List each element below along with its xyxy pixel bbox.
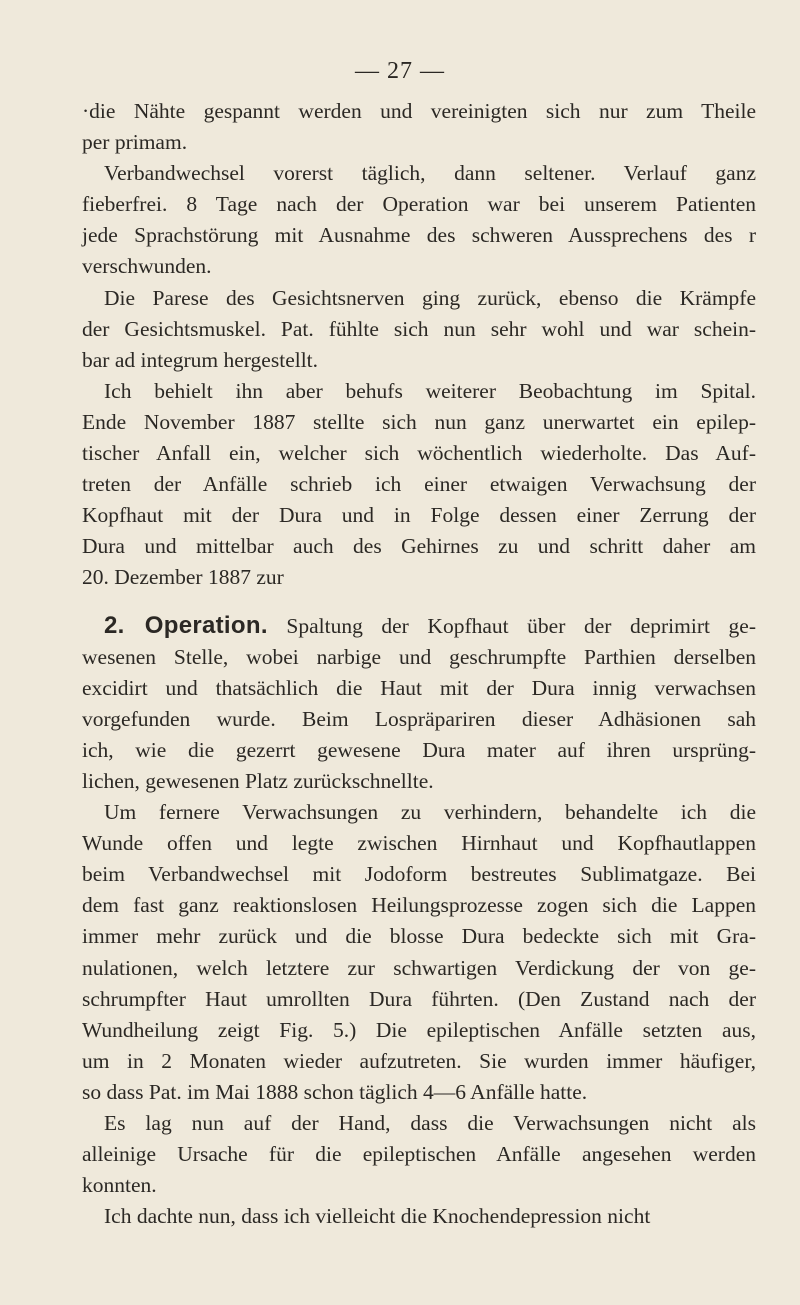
section-heading: 2. Operation. xyxy=(104,611,268,639)
paragraph xyxy=(82,376,756,594)
body-text xyxy=(82,96,756,1232)
text-line: verschwunden. xyxy=(82,254,212,279)
text-line: 20. Dezember 1887 zur xyxy=(82,565,284,590)
paragraph xyxy=(82,158,756,282)
section-first-line xyxy=(82,610,756,642)
text-line: so dass Pat. im Mai 1888 schon täglich 4—6 Anfälle hatte. xyxy=(82,1079,588,1104)
text-line: Es lag nun auf der Hand, dass die Verwachsungen nicht als xyxy=(104,1111,756,1135)
paragraph xyxy=(82,797,756,1108)
text-line: schrumpfter Haut umrollten Dura führten. (Den Zustand nach der xyxy=(82,986,756,1011)
text-line: immer mehr zurück und die blosse Dura bedeckte sich mit Gra- xyxy=(82,924,756,949)
text-line: bar ad integrum hergestellt. xyxy=(82,347,319,372)
text-line: nulationen, welch letztere zur schwartigen Verdickung der von ge- xyxy=(82,955,756,980)
page-number: — 27 — xyxy=(355,58,445,84)
text-line: der Gesichtsmuskel. Pat. fühlte sich nun sehr wohl und war schein- xyxy=(82,316,756,341)
paragraph xyxy=(82,96,756,158)
text-line: Ich behielt ihn aber behufs weiterer Beobachtung im Spital. xyxy=(104,378,756,403)
text-line: um in 2 Monaten wieder aufzutreten. Sie wurden immer häufiger, xyxy=(82,1048,756,1073)
text-line: Um fernere Verwachsungen zu verhindern, behandelte ich die xyxy=(104,800,756,825)
text-line: konnten. xyxy=(82,1173,157,1198)
text-line: beim Verbandwechsel mit Jodoform bestreutes Sublimatgaze. Bei xyxy=(82,862,756,887)
text-line: jede Sprachstörung mit Ausnahme des schweren Aussprechens des r xyxy=(82,223,756,248)
text-line: fieberfrei. 8 Tage nach der Operation war bei unserem Patienten xyxy=(82,192,756,217)
section-first-line-text: Spaltung der Kopfhaut über der deprimirt ge- xyxy=(286,613,756,638)
paragraph xyxy=(82,1201,756,1232)
text-line: ich, wie die gezerrt gewesene Dura mater auf ihren ursprüng- xyxy=(82,737,756,762)
text-line: per primam. xyxy=(82,130,188,155)
text-line: excidirt und thatsächlich die Haut mit der Dura innig verwachsen xyxy=(82,675,756,700)
text-line: alleinige Ursache für die epileptischen Anfälle angesehen werden xyxy=(82,1142,756,1167)
section-paragraph xyxy=(82,610,756,798)
paragraph xyxy=(82,283,756,376)
text-line: vorgefunden wurde. Beim Lospräpariren dieser Adhäsionen sah xyxy=(82,706,756,731)
text-line: ·die Nähte gespannt werden und vereinigten sich nur zum Theile xyxy=(82,99,756,123)
text-line: lichen, gewesenen Platz zurückschnellte. xyxy=(82,768,434,793)
text-line: wesenen Stelle, wobei narbige und geschrumpfte Parthien derselben xyxy=(82,644,756,669)
text-line: Dura und mittelbar auch des Gehirnes zu und schritt daher am xyxy=(82,534,756,559)
text-line: dem fast ganz reaktionslosen Heilungsprozesse zogen sich die Lappen xyxy=(82,893,756,918)
spacer xyxy=(82,594,756,610)
text-line: Die Parese des Gesichtsnerven ging zurück, ebenso die Krämpfe xyxy=(104,285,756,310)
text-line: Ich dachte nun, dass ich vielleicht die Knochendepression nicht xyxy=(104,1204,651,1229)
text-line: Kopfhaut mit der Dura und in Folge dessen einer Zerrung der xyxy=(82,503,756,528)
paragraph xyxy=(82,1108,756,1201)
text-line: Verbandwechsel vorerst täglich, dann seltener. Verlauf ganz xyxy=(104,161,756,186)
text-line: Ende November 1887 stellte sich nun ganz unerwartet ein epilep- xyxy=(82,409,756,434)
text-line: tischer Anfall ein, welcher sich wöchentlich wiederholte. Das Auf- xyxy=(82,441,756,466)
text-line: Wundheilung zeigt Fig. 5.) Die epileptischen Anfälle setzten aus, xyxy=(82,1017,756,1042)
text-line: Wunde offen und legte zwischen Hirnhaut und Kopfhautlappen xyxy=(82,831,756,856)
text-line: treten der Anfälle schrieb ich einer etwaigen Verwachsung der xyxy=(82,472,756,497)
